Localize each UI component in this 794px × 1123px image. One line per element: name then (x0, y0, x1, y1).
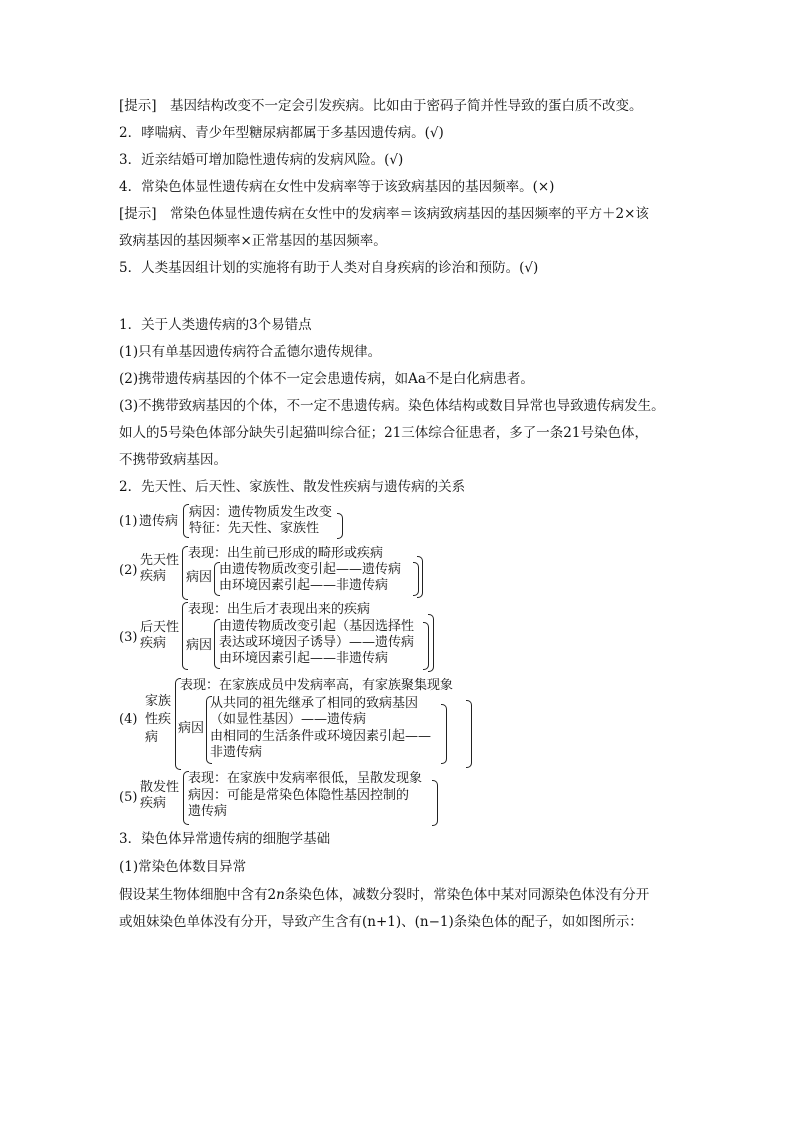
group-name: 疾病 (140, 569, 167, 584)
paragraph: 或姐妹染色单体没有分开，导致产生含有(n+1)、(n−1)条染色体的配子，如如图所示： (119, 914, 643, 930)
sub-heading: (1)常染色体数目异常 (119, 859, 247, 875)
group-name: 家族 (145, 694, 172, 709)
cause-text: 遗传病 (188, 804, 228, 819)
cause-item: 表达或环境因子诱导）——遗传病 (219, 635, 415, 650)
group-name: 疾病 (140, 796, 167, 811)
section-heading: 3．染色体异常遗传病的细胞学基础 (119, 831, 331, 847)
cause-item: 从共同的祖先继承了相同的致病基因 (210, 696, 419, 711)
right-brace (337, 513, 343, 539)
section-heading: 2．先天性、后天性、家族性、散发性疾病与遗传病的关系 (119, 479, 466, 495)
cause-label: 病因 (186, 570, 213, 585)
cause-item: （如显性基因）——遗传病 (210, 712, 367, 727)
paragraph: (1)只有单基因遗传病符合孟德尔遗传规律。 (119, 344, 382, 360)
hint-line: [提示] 基因结构改变不一定会引发疾病。比如由于密码子简并性导致的蛋白质不改变。 (119, 98, 643, 114)
right-brace (441, 704, 447, 764)
cause-item: 由遗传物质改变引起（基因选择性 (219, 619, 415, 634)
group-name: 性疾 (145, 712, 172, 727)
show-text: 表现：出生后才表现出来的疾病 (188, 602, 371, 617)
hint-line: [提示] 常染色体显性遗传病在女性中的发病率＝该病致病基因的基因频率的平方＋2×该 (119, 206, 649, 222)
group-number: (1) (119, 514, 138, 529)
list-item: 4．常染色体显性遗传病在女性中发病率等于该致病基因的基因频率。(×) (119, 179, 555, 195)
paragraph: (2)携带遗传病基因的个体不一定会患遗传病，如Aa不是白化病患者。 (119, 371, 534, 387)
right-brace (417, 556, 423, 598)
show-text: 表现：在家族成员中发病率高，有家族聚集现象 (180, 678, 454, 693)
list-item: 3．近亲结婚可增加隐性遗传病的发病风险。(√) (119, 152, 404, 168)
feature-text: 特征：先天性、家族性 (189, 521, 320, 536)
cause-item: 由遗传物质改变引起——遗传病 (219, 562, 402, 577)
right-brace (466, 700, 472, 768)
right-brace (428, 614, 434, 672)
show-text: 表现：出生前已形成的畸形或疾病 (188, 546, 384, 561)
group-name: 病 (145, 730, 159, 745)
paragraph: 不携带致病基因。 (119, 452, 227, 468)
cause-text: 病因：可能是常染色体隐性基因控制的 (188, 788, 410, 803)
paragraph: (3)不携带致病基因的个体，不一定不患遗传病。染色体结构或数目异常也导致遗传病发生。 (119, 398, 665, 414)
group-number: (4) (119, 712, 138, 727)
text-span: 假设某生物体细胞中含有2 (119, 887, 277, 903)
cause-item: 由相同的生活条件或环境因素引起—— (210, 729, 432, 744)
variable-n: n (276, 887, 285, 903)
cause-label: 病因 (186, 638, 213, 653)
cause-label: 病因 (178, 721, 205, 736)
list-item: 2．哮喘病、青少年型糖尿病都属于多基因遗传病。(√) (119, 125, 444, 141)
group-name: 疾病 (140, 636, 167, 651)
group-name: 散发性 (140, 780, 180, 795)
section-heading: 1．关于人类遗传病的3个易错点 (119, 317, 312, 333)
cause-item: 由环境因素引起——非遗传病 (219, 651, 389, 666)
cause-item: 由环境因素引起——非遗传病 (219, 578, 389, 593)
group-number: (5) (119, 790, 138, 805)
show-text: 表现：在家族中发病率很低，呈散发现象 (188, 771, 423, 786)
cause-item: 非遗传病 (210, 745, 263, 760)
right-brace (432, 780, 438, 826)
paragraph: 如人的5号染色体部分缺失引起猫叫综合征；21三体综合征患者，多了一条21号染色体， (119, 425, 648, 441)
group-name: 后天性 (140, 620, 180, 635)
text-span: 条染色体，减数分裂时，常染色体中某对同源染色体没有分开 (284, 887, 650, 903)
group-number: (3) (119, 630, 138, 645)
list-item: 5．人类基因组计划的实施将有助于人类对自身疾病的诊治和预防。(√) (119, 260, 539, 276)
group-name: 先天性 (140, 553, 180, 568)
paragraph (119, 886, 679, 904)
hint-line: 致病基因的基因频率×正常基因的基因频率。 (119, 233, 387, 249)
cause-text: 病因：遗传物质发生改变 (189, 505, 333, 520)
group-number: (2) (119, 563, 138, 578)
group-name: 遗传病 (139, 514, 179, 529)
